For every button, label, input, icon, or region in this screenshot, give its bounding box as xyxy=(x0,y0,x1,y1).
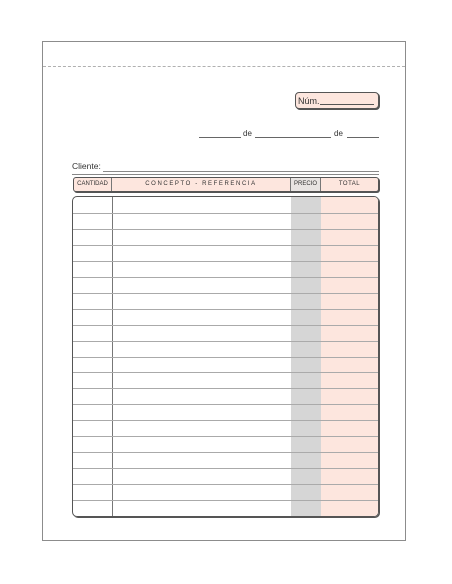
date-year-field[interactable] xyxy=(347,137,379,138)
table-row-divider xyxy=(73,404,378,405)
table-row-divider xyxy=(73,325,378,326)
table-row-divider xyxy=(73,452,378,453)
table-row-divider xyxy=(73,388,378,389)
table-row-divider xyxy=(73,213,378,214)
table-row-divider xyxy=(73,357,378,358)
date-word-1: de xyxy=(243,129,252,138)
table-row-divider xyxy=(73,229,378,230)
header-cantidad: CANTIDAD xyxy=(74,178,112,191)
table-row-divider xyxy=(73,293,378,294)
table-header xyxy=(73,177,379,192)
table-row-divider xyxy=(73,341,378,342)
table-row-divider xyxy=(73,309,378,310)
table-row-divider xyxy=(73,500,378,501)
date-line xyxy=(199,128,379,140)
table-row-divider xyxy=(73,277,378,278)
header-total: TOTAL xyxy=(338,181,361,187)
date-day-field[interactable] xyxy=(199,137,241,138)
header-precio: PRECIO xyxy=(291,178,321,191)
client-label: Cliente: xyxy=(72,161,101,171)
invoice-number-label: Núm. xyxy=(298,96,320,106)
client-line-2 xyxy=(72,174,379,175)
date-month-field[interactable] xyxy=(255,137,331,138)
perforation-line xyxy=(43,66,405,67)
invoice-number-field[interactable] xyxy=(295,92,379,109)
client-field[interactable] xyxy=(72,161,379,173)
table-row-divider xyxy=(73,245,378,246)
table-row-divider xyxy=(73,484,378,485)
table-row-divider xyxy=(73,436,378,437)
date-word-2: de xyxy=(334,129,343,138)
table-row-divider xyxy=(73,468,378,469)
table-row-divider xyxy=(73,372,378,373)
table-row-divider xyxy=(73,261,378,262)
client-line xyxy=(103,171,379,172)
invoice-sheet xyxy=(42,41,406,541)
items-table xyxy=(72,196,379,517)
table-row-divider xyxy=(73,420,378,421)
header-concepto: CONCEPTO - REFERENCIA xyxy=(112,178,291,191)
invoice-number-line xyxy=(320,104,374,105)
